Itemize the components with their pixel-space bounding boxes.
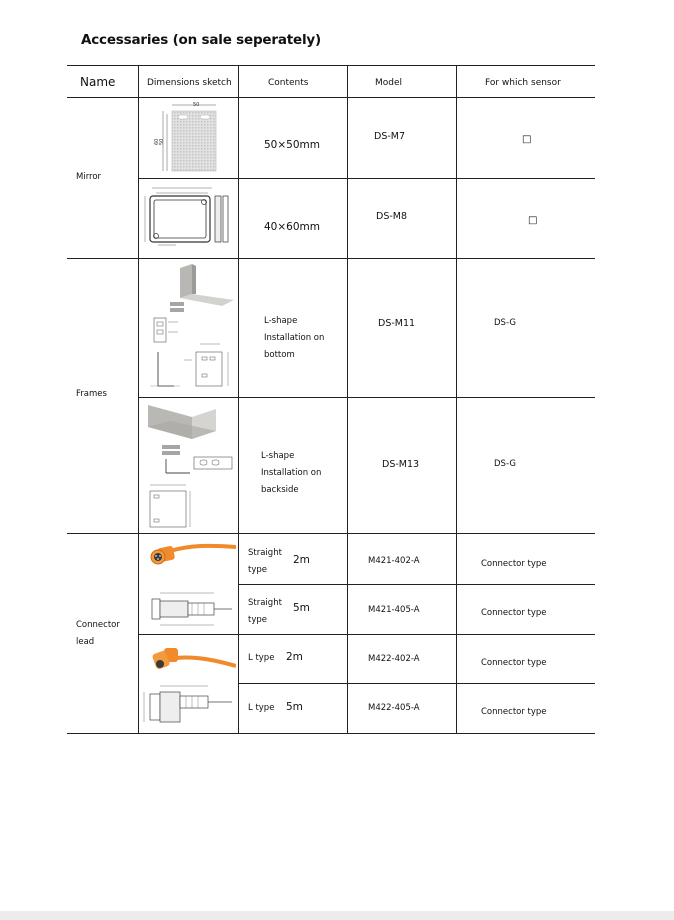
sensor-m13: DS-G [494,459,516,469]
sensor-c2: Connector type [481,608,547,618]
length-c4: 5m [286,701,303,713]
column-divider [456,65,457,734]
group-label-frames: Frames [76,389,107,399]
model-c1: M421-402-A [368,556,420,566]
model-m7: DS-M7 [374,131,406,142]
mirror-40x60-sketch [142,183,236,253]
column-divider [347,65,348,734]
row-divider [238,683,595,684]
contents-m11-2: Installation on [264,333,325,343]
model-m13: DS-M13 [382,459,420,470]
type-c2-2: type [248,615,267,625]
sketch-label: 50 [159,138,165,145]
model-c2: M421-405-A [368,605,420,615]
length-c1: 2m [293,554,310,566]
header-sketch: Dimensions sketch [147,78,232,88]
page-bottom-edge [0,911,674,920]
row-divider [138,634,595,635]
type-c3: L type [248,653,275,663]
model-c3: M422-402-A [368,654,420,664]
header-divider [67,97,595,98]
row-divider [138,397,595,398]
group-divider [67,258,595,259]
model-c4: M422-405-A [368,703,420,713]
contents-m11-1: L-shape [264,316,298,326]
sketch-label: 60 [154,138,160,145]
contents-m8: 40×60mm [264,221,320,233]
sensor-m8: □ [528,215,538,226]
sketch-label: 50 [193,102,200,108]
model-m8: DS-M8 [376,211,408,222]
contents-m13-3: backside [261,485,299,495]
sensor-c4: Connector type [481,707,547,717]
type-c4: L type [248,703,275,713]
contents-m7: 50×50mm [264,139,320,151]
table-bottom-border [67,733,595,734]
contents-m11-3: bottom [264,350,295,360]
sensor-c3: Connector type [481,658,547,668]
type-c1-2: type [248,565,267,575]
straight-connector-sketch [140,535,236,633]
group-label-connector: Connector [76,620,120,630]
table-top-border [67,65,595,66]
contents-m13-2: Installation on [261,468,322,478]
group-divider [67,533,595,534]
type-c1-1: Straight [248,548,282,558]
contents-m13-1: L-shape [261,451,295,461]
row-divider [238,584,595,585]
page-title: Accessaries (on sale seperately) [81,32,321,48]
length-c3: 2m [286,651,303,663]
header-sensor: For which sensor [485,78,561,88]
sensor-c1: Connector type [481,559,547,569]
column-divider [138,65,139,734]
column-divider [238,65,239,734]
header-name: Name [80,75,116,89]
mirror-50x50-sketch [150,100,234,176]
model-m11: DS-M11 [378,318,416,329]
group-label-mirror: Mirror [76,172,102,182]
header-contents: Contents [268,78,309,88]
frame-backside-sketch [140,399,236,531]
sensor-m7: □ [522,134,532,145]
type-c2-1: Straight [248,598,282,608]
sensor-m11: DS-G [494,318,516,328]
l-type-connector-sketch [140,636,236,732]
frame-bottom-sketch [140,260,236,394]
header-model: Model [375,78,403,88]
row-divider [138,178,595,179]
group-label-connector-2: lead [76,637,95,647]
length-c2: 5m [293,602,310,614]
